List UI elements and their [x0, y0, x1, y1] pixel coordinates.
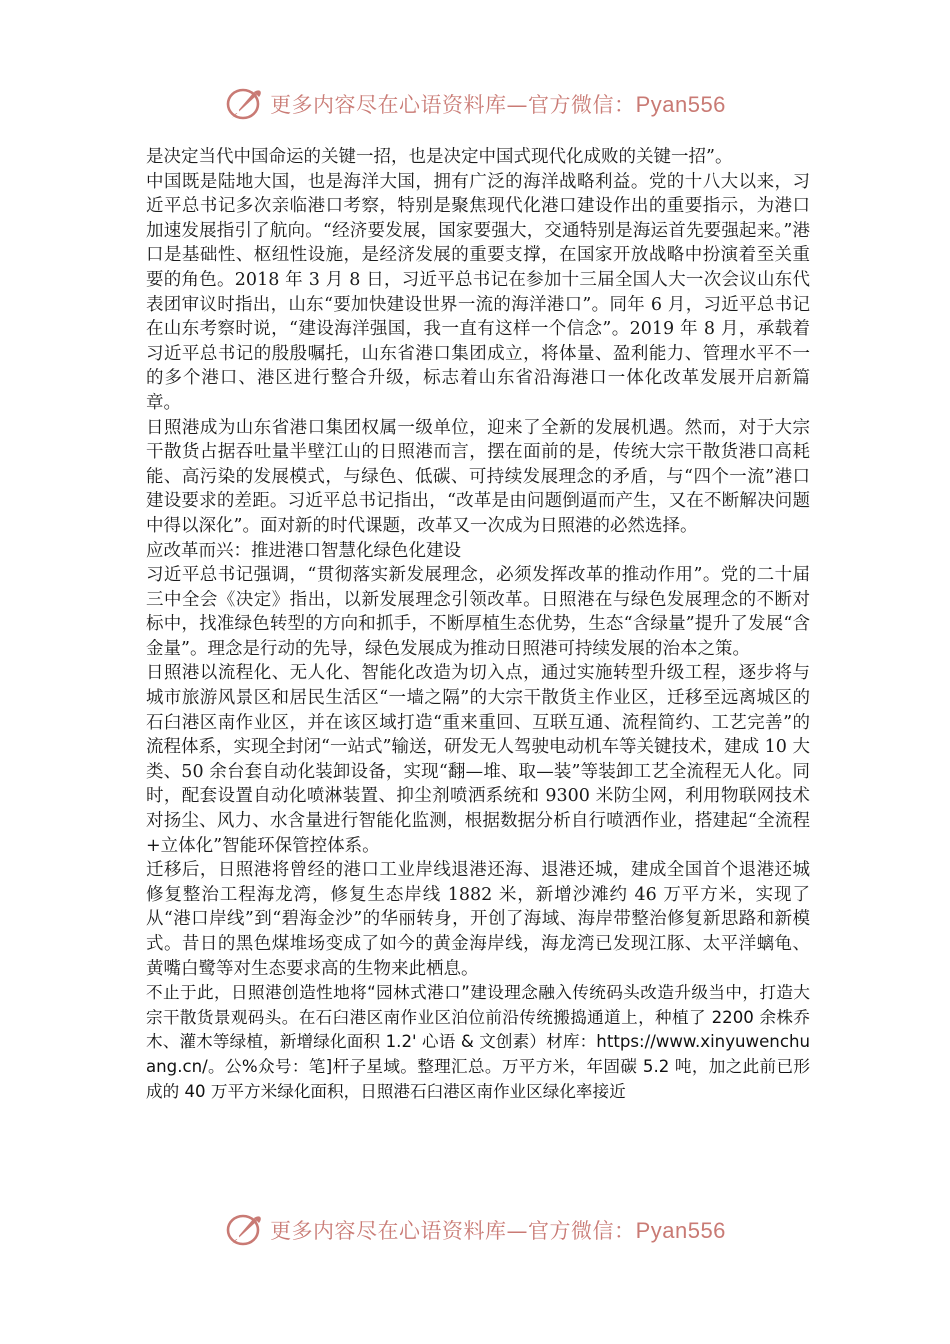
watermark-banner-top: [0, 82, 950, 126]
paragraph: 中国既是陆地大国，也是海洋大国，拥有广泛的海洋战略利益。党的十八大以来，习近平总书记多次亲临港口考察，特别是聚焦现代化港口建设作出的重要指示，为港口加速发展指引了航向。“经济要发展，国家要强大，交通特别是海运首先要强起来。”港口是基础性、枢纽性设施，是经济发展的重要支撑，在国家开放战略中扮演着至关重要的角色。2018 年 3 月 8 日，习近平总书记在参加十三届全国人大一次会议山东代表团审议时指出，山东“要加快建设世界一流的海洋港口”。同年 6 月，习近平总书记在山东考察时说，“建设海洋强国，我一直有这样一个信念”。2019 年 8 月，承载着习近平总书记的殷殷嘱托，山东省港口集团成立，将体量、盈利能力、管理水平不一的多个港口、港区进行整合升级，标志着山东省沿海港口一体化改革发展开启新篇章。: [146, 171, 810, 413]
paragraph: 迁移后，日照港将曾经的港口工业岸线退港还海、退港还城，建成全国首个退港还城修复整治工程海龙湾，修复生态岸线 1882 米，新增沙滩约 46 万平方米，实现了从“港口岸线”到“碧海金沙”的华丽转身，开创了海域、海岸带整治修复新思路和新模式。昔日的黑色煤堆场变成了如今的黄金海岸线，海龙湾已发现江豚、太平洋螭龟、黄嘴白鹭等对生态要求高的生物来此栖息。: [146, 860, 810, 979]
quill-pen-logo-icon: [224, 84, 264, 124]
paragraph: 习近平总书记强调，“贯彻落实新发展理念，必须发挥改革的推动作用”。党的二十届三中全会《决定》指出，以新发展理念引领改革。日照港在与绿色发展理念的不断对标中，找准绿色转型的方向和抓手，不断厚植生态优势，生态“含绿量”提升了发展“含金量”。理念是行动的先导，绿色发展成为推动日照港可持续发展的治本之策。: [146, 565, 810, 659]
paragraph: 是决定当代中国命运的关键一招，也是决定中国式现代化成败的关键一招”。: [146, 147, 733, 167]
paragraph: 日照港以流程化、无人化、智能化改造为切入点，通过实施转型升级工程，逐步将与城市旅游风景区和居民生活区“一墙之隔”的大宗干散货主作业区，迁移至远离城区的石臼港区南作业区，并在该区域打造“重来重回、互联互通、流程简约、工艺完善”的流程体系，实现全封闭“一站式”输送，研发无人驾驶电动机车等关键技术，建成 10 大类、50 余台套自动化装卸设备，实现“翻—堆、取—装”等装卸工艺全流程无人化。同时，配套设置自动化喷淋装置、抑尘剂喷洒系统和 9300 米防尘网，利用物联网技术对扬尘、风力、水含量进行智能化监测，根据数据分析自行喷洒作业，搭建起“全流程+立体化”智能环保管控体系。: [146, 663, 810, 856]
watermark-handle: Pyan556: [635, 1218, 726, 1243]
quill-pen-logo-icon: [224, 1210, 264, 1250]
section-heading: 应改革而兴：推进港口智慧化绿色化建设: [146, 540, 461, 561]
paragraph: 日照港成为山东省港口集团权属一级单位，迎来了全新的发展机遇。然而，对于大宗干散货占据吞吐量半壁江山的日照港而言，摆在面前的是，传统大宗干散货港口高耗能、高污染的发展模式，与绿色、低碳、可持续发展理念的矛盾，与“四个一流”港口建设要求的差距。习近平总书记指出，“改革是由问题倒逼而产生，又在不断解决问题中得以深化”。面对新的时代课题，改革又一次成为日照港的必然选择。: [146, 417, 810, 536]
watermark-text: 更多内容尽在心语资料库—官方微信：Pyan556: [270, 92, 726, 117]
final-paragraph: 不止于此，日照港创造性地将“园林式港口”建设理念融入传统码头改造升级当中，打造大宗干散货景观码头。在石臼港区南作业区泊位前沿传统搬捣通道上，种植了 2200 余株乔木、灌木等绿植，新增绿化面积 1.2' 心语 & 文创素）材库：https://www.xinyuwenchuang.cn/。公%众号：笔]杆子星域。整理汇总。万平方米，年固碳 5.2 吨，加之此前已形成的 40 万平方米绿化面积，日照港石臼港区南作业区绿化率接近: [146, 983, 810, 1101]
document-body: [146, 145, 810, 1104]
watermark-text: 更多内容尽在心语资料库—官方微信：Pyan556: [270, 1218, 726, 1243]
watermark-handle: Pyan556: [635, 92, 726, 117]
watermark-banner-bottom: [0, 1208, 950, 1252]
